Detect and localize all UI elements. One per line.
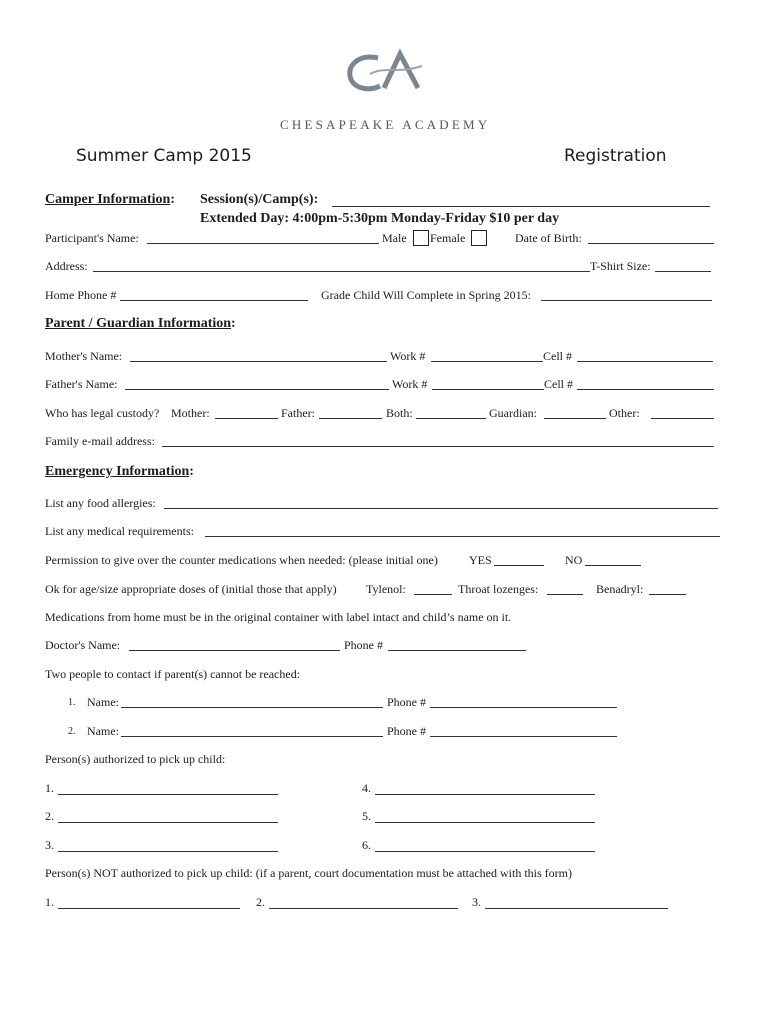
tylenol-field[interactable]: [414, 594, 452, 595]
participant-label: Participant's Name:: [45, 231, 139, 245]
authorized-5-number: 5.: [362, 809, 371, 823]
yes-initial-field[interactable]: [494, 565, 544, 566]
not-authorized-2-field[interactable]: [269, 908, 458, 909]
contact-1-number: 1.: [68, 697, 76, 708]
form-title: Summer Camp 2015: [76, 146, 252, 166]
mother-work-label: Work #: [390, 349, 426, 363]
doctor-name-field[interactable]: [129, 650, 340, 651]
contact-1-phone-label: Phone #: [387, 695, 426, 709]
father-work-field[interactable]: [432, 389, 544, 390]
mother-cell-field[interactable]: [577, 361, 713, 362]
permission-label: Permission to give over the counter medications when needed: (please initial one): [45, 553, 438, 567]
extended-day-text: Extended Day: 4:00pm-5:30pm Monday-Friday $10 per day: [200, 211, 560, 226]
custody-guardian-label: Guardian:: [489, 406, 537, 420]
authorized-6-field[interactable]: [375, 851, 595, 852]
mother-label: Mother's Name:: [45, 349, 123, 363]
medical-label: List any medical requirements:: [45, 524, 194, 538]
tshirt-field[interactable]: [655, 271, 711, 272]
authorized-3-number: 3.: [45, 838, 54, 852]
custody-both-field[interactable]: [416, 418, 486, 419]
home-phone-field[interactable]: [120, 300, 308, 301]
contact-2-phone-label: Phone #: [387, 724, 426, 738]
custody-label: Who has legal custody?: [45, 406, 160, 420]
custody-father-label: Father:: [281, 406, 315, 420]
custody-father-field[interactable]: [319, 418, 382, 419]
address-field[interactable]: [93, 271, 590, 272]
ca-monogram-icon: [340, 48, 430, 98]
email-label: Family e-mail address:: [45, 434, 155, 448]
camper-section-heading: Camper Information:: [45, 192, 176, 207]
sessions-field[interactable]: [332, 206, 710, 207]
allergies-field[interactable]: [164, 508, 718, 509]
mother-name-field[interactable]: [130, 361, 387, 362]
mother-cell-label: Cell #: [543, 349, 572, 363]
authorized-2-field[interactable]: [58, 822, 278, 823]
authorized-1-number: 1.: [45, 781, 54, 795]
authorized-6-number: 6.: [362, 838, 371, 852]
father-cell-field[interactable]: [577, 389, 714, 390]
contact-2-name-label: Name:: [87, 724, 119, 738]
not-authorized-3-number: 3.: [472, 895, 481, 909]
father-name-field[interactable]: [125, 389, 389, 390]
doctor-label: Doctor's Name:: [45, 638, 121, 652]
father-work-label: Work #: [392, 377, 428, 391]
mother-work-field[interactable]: [431, 361, 543, 362]
male-label: Male: [382, 231, 407, 245]
grade-label: Grade Child Will Complete in Spring 2015:: [321, 288, 531, 302]
benadryl-field[interactable]: [649, 594, 686, 595]
custody-guardian-field[interactable]: [544, 418, 606, 419]
contact-2-number: 2.: [68, 726, 76, 737]
not-authorized-1-number: 1.: [45, 895, 54, 909]
benadryl-label: Benadryl:: [596, 582, 644, 596]
female-label: Female: [430, 231, 466, 245]
father-label: Father's Name:: [45, 377, 118, 391]
lozenges-label: Throat lozenges:: [458, 582, 539, 596]
custody-mother-label: Mother:: [171, 406, 210, 420]
contact-2-phone-field[interactable]: [430, 736, 617, 737]
authorized-4-field[interactable]: [375, 794, 595, 795]
contact-2-name-field[interactable]: [121, 736, 383, 737]
authorized-3-field[interactable]: [58, 851, 278, 852]
contact-1-phone-field[interactable]: [430, 707, 617, 708]
contact-1-name-label: Name:: [87, 695, 119, 709]
authorized-5-field[interactable]: [375, 822, 595, 823]
authorized-4-number: 4.: [362, 781, 371, 795]
doctor-phone-field[interactable]: [388, 650, 526, 651]
male-checkbox[interactable]: [413, 230, 429, 246]
home-phone-label: Home Phone #: [45, 288, 117, 302]
authorized-1-field[interactable]: [58, 794, 278, 795]
custody-other-field[interactable]: [651, 418, 714, 419]
not-authorized-3-field[interactable]: [485, 908, 668, 909]
emergency-section-heading: Emergency Information:: [45, 464, 194, 479]
custody-both-label: Both:: [386, 406, 413, 420]
allergies-label: List any food allergies:: [45, 496, 156, 510]
yes-label: YES: [469, 553, 492, 567]
form-subtitle: Registration: [564, 146, 667, 166]
dob-field[interactable]: [588, 243, 714, 244]
sessions-label: Session(s)/Camp(s):: [200, 192, 319, 207]
email-field[interactable]: [162, 446, 714, 447]
address-label: Address:: [45, 259, 88, 273]
contact-intro: Two people to contact if parent(s) cannot be reached:: [45, 667, 301, 681]
female-checkbox[interactable]: [471, 230, 487, 246]
tshirt-label: T-Shirt Size:: [590, 259, 651, 273]
doses-label: Ok for age/size appropriate doses of (initial those that apply): [45, 582, 337, 596]
academy-logo: [340, 48, 430, 98]
institution-name: CHESAPEAKE ACADEMY: [280, 117, 491, 132]
meds-note: Medications from home must be in the original container with label intact and child’s name on it.: [45, 610, 512, 624]
doctor-phone-label: Phone #: [344, 638, 383, 652]
contact-1-name-field[interactable]: [121, 707, 383, 708]
authorized-intro: Person(s) authorized to pick up child:: [45, 752, 226, 766]
parent-section-heading: Parent / Guardian Information:: [45, 316, 236, 331]
custody-mother-field[interactable]: [215, 418, 278, 419]
grade-field[interactable]: [541, 300, 712, 301]
no-initial-field[interactable]: [585, 565, 641, 566]
participant-name-field[interactable]: [147, 243, 379, 244]
dob-label: Date of Birth:: [515, 231, 582, 245]
no-label: NO: [565, 553, 583, 567]
lozenges-field[interactable]: [547, 594, 583, 595]
father-cell-label: Cell #: [544, 377, 573, 391]
authorized-2-number: 2.: [45, 809, 54, 823]
not-authorized-1-field[interactable]: [58, 908, 240, 909]
custody-other-label: Other:: [609, 406, 640, 420]
not-authorized-intro: Person(s) NOT authorized to pick up child: (if a parent, court documentation must be attached with this form): [45, 866, 572, 880]
not-authorized-2-number: 2.: [256, 895, 265, 909]
medical-field[interactable]: [205, 536, 720, 537]
tylenol-label: Tylenol:: [366, 582, 406, 596]
